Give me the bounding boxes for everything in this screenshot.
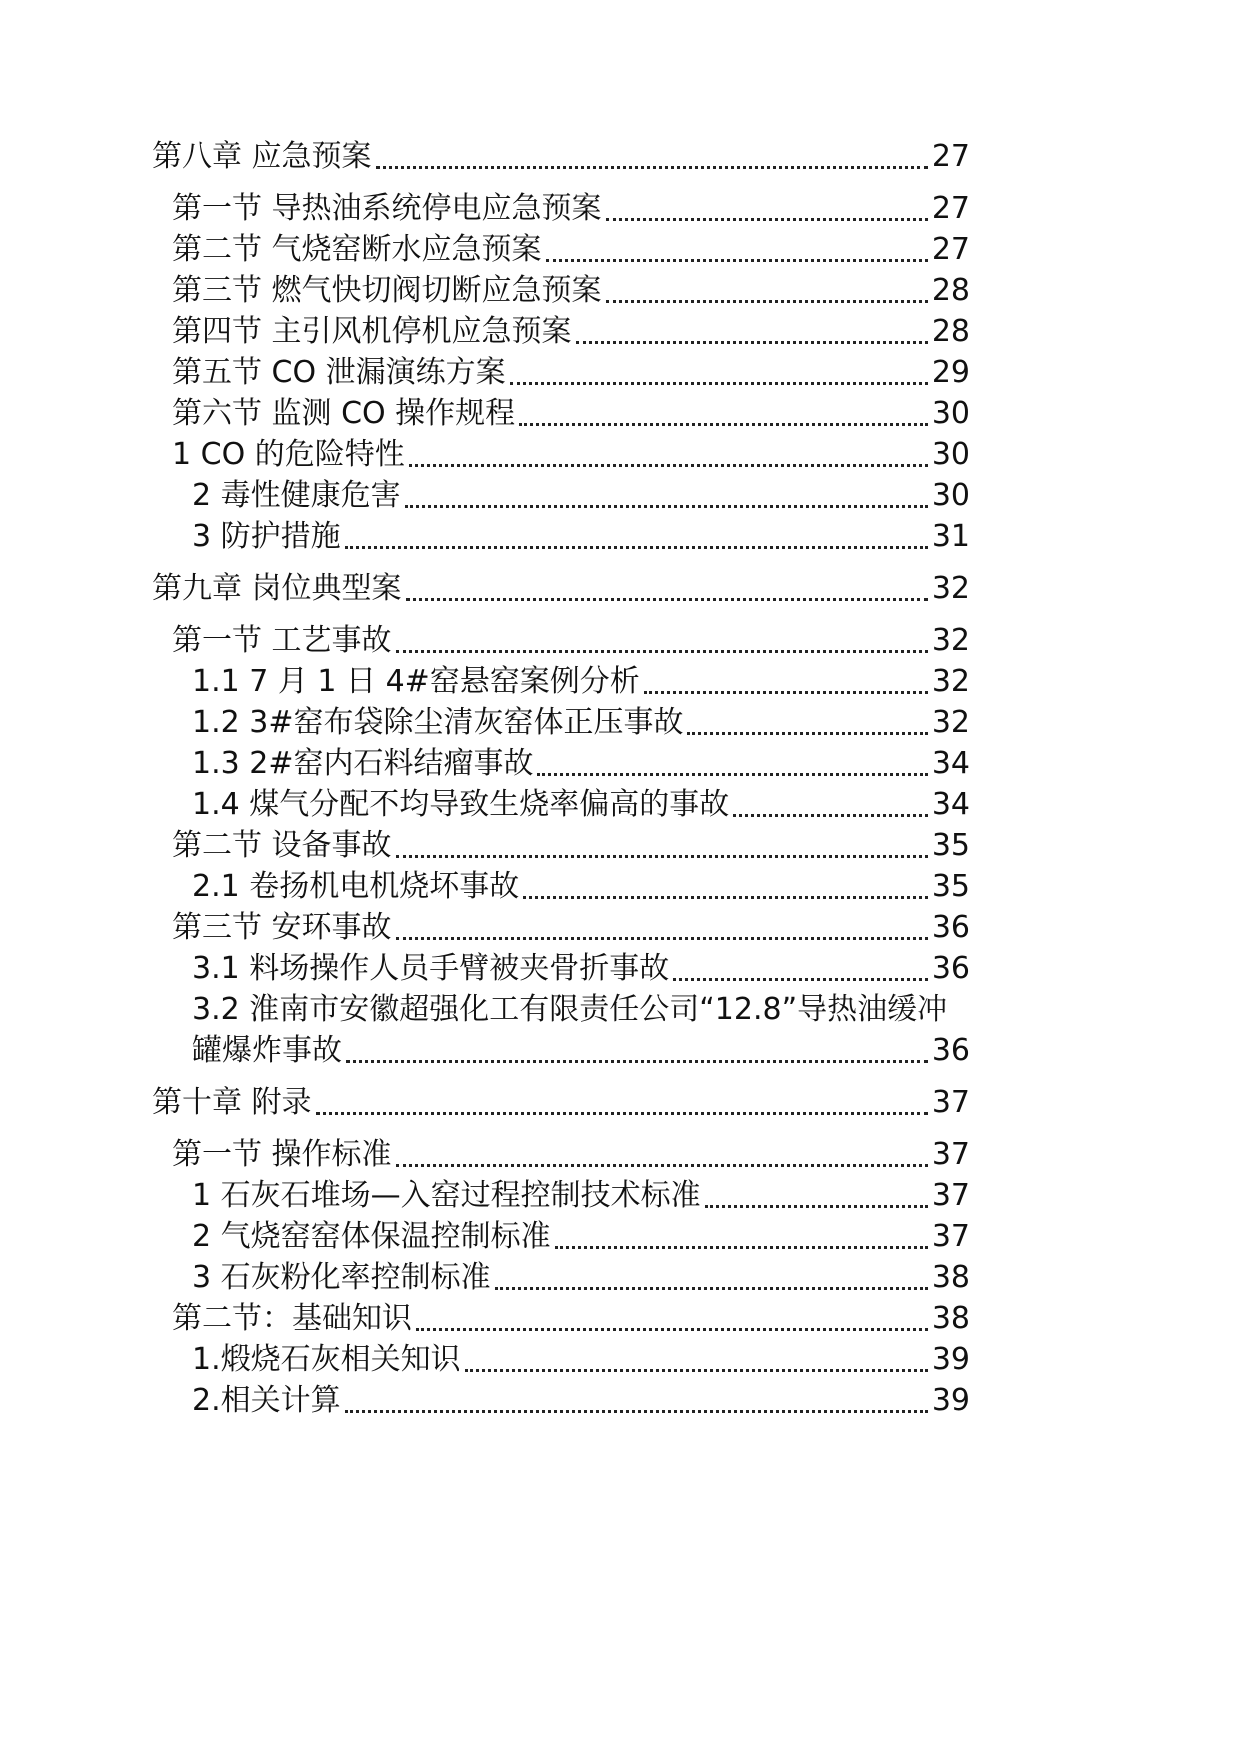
toc-entry-subsection[interactable] xyxy=(192,700,970,746)
toc-entry-subsection[interactable] xyxy=(192,659,970,705)
toc-entry-chapter[interactable] xyxy=(152,566,970,612)
toc-entry-page: 30 xyxy=(931,437,970,472)
toc-entry-title: 第三节 安环事故 xyxy=(172,910,392,945)
toc-entry-page: 32 xyxy=(931,705,970,740)
toc-entry-title: 第二节 设备事故 xyxy=(172,828,392,863)
toc-leader-dots xyxy=(316,1104,928,1115)
toc-entry-title: 3 石灰粉化率控制标准 xyxy=(192,1260,491,1295)
toc-leader-dots xyxy=(546,251,928,262)
toc-entry-page: 31 xyxy=(931,519,970,554)
toc-entry-section[interactable] xyxy=(172,1132,970,1178)
toc-entry-page: 37 xyxy=(931,1178,970,1213)
toc-entry-title: 第六节 监测 CO 操作规程 xyxy=(172,396,516,431)
toc-entry-page: 36 xyxy=(931,951,970,986)
toc-entry-title: 2.相关计算 xyxy=(192,1383,341,1418)
toc-leader-dots xyxy=(555,1238,928,1249)
toc-entry-section[interactable] xyxy=(172,309,970,355)
toc-entry-section[interactable] xyxy=(172,227,970,273)
toc-entry-title: 第三节 燃气快切阀切断应急预案 xyxy=(172,273,602,308)
toc-entry-section[interactable] xyxy=(172,823,970,869)
toc-leader-dots xyxy=(396,929,928,940)
toc-entry-title: 第九章 岗位典型案 xyxy=(152,571,402,606)
toc-leader-dots xyxy=(523,888,928,899)
toc-leader-dots xyxy=(396,1156,928,1167)
toc-entry-title: 2 气烧窑窑体保温控制标准 xyxy=(192,1219,551,1254)
toc-entry-title: 第一节 导热油系统停电应急预案 xyxy=(172,191,602,226)
toc-entry-page: 28 xyxy=(931,273,970,308)
toc-leader-dots xyxy=(409,456,928,467)
toc-entry-section[interactable] xyxy=(172,905,970,951)
toc-entry-wrapped-title[interactable]: 3.2 淮南市安徽超强化工有限责任公司“12.8”导热油缓冲 xyxy=(192,992,948,1027)
toc-leader-dots xyxy=(519,415,928,426)
toc-entry-title: 2 毒性健康危害 xyxy=(192,478,401,513)
toc-entry-page: 34 xyxy=(931,746,970,781)
toc-entry-subsection[interactable] xyxy=(192,1378,970,1424)
toc-entry-title: 2.1 卷扬机电机烧坏事故 xyxy=(192,869,520,904)
toc-leader-dots xyxy=(396,642,928,653)
toc-entry-title: 1.煅烧石灰相关知识 xyxy=(192,1342,461,1377)
toc-entry-page: 35 xyxy=(931,828,970,863)
toc-entry-section[interactable] xyxy=(172,350,970,396)
toc-entry-subsection[interactable] xyxy=(192,1173,970,1219)
toc-entry-page: 32 xyxy=(931,623,970,658)
toc-leader-dots xyxy=(705,1197,928,1208)
toc-entry-subsection[interactable] xyxy=(192,1337,970,1383)
toc-entry-page: 39 xyxy=(931,1383,970,1418)
toc-entry-title: 1.3 2#窑内石料结瘤事故 xyxy=(192,746,534,781)
toc-entry-page: 30 xyxy=(931,396,970,431)
toc-entry-page: 39 xyxy=(931,1342,970,1377)
toc-leader-dots xyxy=(733,806,928,817)
toc-entry-title: 第一节 工艺事故 xyxy=(172,623,392,658)
toc-leader-dots xyxy=(606,292,928,303)
toc-leader-dots xyxy=(495,1279,928,1290)
toc-entry-page: 32 xyxy=(931,664,970,699)
toc-entry-page: 38 xyxy=(931,1301,970,1336)
toc-entry-title: 第二节：基础知识 xyxy=(172,1301,412,1336)
toc-entry-subsection[interactable] xyxy=(192,1214,970,1260)
toc-entry-subsection[interactable] xyxy=(192,864,970,910)
toc-entry-subsection[interactable] xyxy=(192,741,970,787)
toc-entry-subsection[interactable] xyxy=(192,782,970,828)
toc-entry-page: 37 xyxy=(931,1137,970,1172)
toc-entry-page: 28 xyxy=(931,314,970,349)
toc-entry-subsection[interactable] xyxy=(192,514,970,560)
toc-entry-chapter[interactable] xyxy=(152,134,970,180)
toc-entry-subsection[interactable] xyxy=(172,432,970,478)
toc-entry-page: 32 xyxy=(931,571,970,606)
toc-entry-subsection[interactable] xyxy=(192,1255,970,1301)
toc-entry-title: 罐爆炸事故 xyxy=(192,1033,342,1068)
toc-entry-title: 1 CO 的危险特性 xyxy=(172,437,405,472)
toc-entry-title: 1.2 3#窑布袋除尘清灰窑体正压事故 xyxy=(192,705,684,740)
toc-entry-title: 3 防护措施 xyxy=(192,519,341,554)
toc-entry-page: 37 xyxy=(931,1219,970,1254)
toc-entry-section[interactable] xyxy=(172,268,970,314)
toc-entry-page: 27 xyxy=(931,191,970,226)
toc-leader-dots xyxy=(406,590,928,601)
toc-entry-title: 第二节 气烧窑断水应急预案 xyxy=(172,232,542,267)
toc-leader-dots xyxy=(345,1402,928,1413)
toc-entry-title: 第四节 主引风机停机应急预案 xyxy=(172,314,572,349)
toc-entry-title: 3.1 料场操作人员手臂被夹骨折事故 xyxy=(192,951,670,986)
toc-entry-title: 1 石灰石堆场—入窑过程控制技术标准 xyxy=(192,1178,701,1213)
toc-entry-title: 第五节 CO 泄漏演练方案 xyxy=(172,355,506,390)
toc-entry-title: 1.1 7 月 1 日 4#窑悬窑案例分析 xyxy=(192,664,640,699)
toc-entry-title: 第十章 附录 xyxy=(152,1085,312,1120)
toc-entry-page: 36 xyxy=(931,910,970,945)
toc-leader-dots xyxy=(416,1320,928,1331)
toc-leader-dots xyxy=(396,847,928,858)
toc-entry-subsection[interactable] xyxy=(192,946,970,992)
toc-leader-dots xyxy=(346,1052,928,1063)
toc-entry-page: 38 xyxy=(931,1260,970,1295)
toc-entry-subsection[interactable] xyxy=(192,473,970,519)
toc-entry-page: 29 xyxy=(931,355,970,390)
toc-entry-subsection[interactable] xyxy=(192,1028,970,1074)
toc-entry-page: 30 xyxy=(931,478,970,513)
toc-leader-dots xyxy=(606,210,928,221)
toc-leader-dots xyxy=(345,538,928,549)
toc-entry-page: 35 xyxy=(931,869,970,904)
toc-leader-dots xyxy=(376,158,928,169)
toc-leader-dots xyxy=(510,374,928,385)
toc-entry-section[interactable] xyxy=(172,391,970,437)
toc-leader-dots xyxy=(687,724,927,735)
toc-leader-dots xyxy=(405,497,928,508)
toc-entry-title: 第八章 应急预案 xyxy=(152,139,372,174)
toc-entry-title: 第一节 操作标准 xyxy=(172,1137,392,1172)
toc-entry-section[interactable] xyxy=(172,186,970,232)
toc-leader-dots xyxy=(576,333,928,344)
toc-entry-chapter[interactable] xyxy=(152,1080,970,1126)
toc-leader-dots xyxy=(465,1361,928,1372)
toc-entry-title: 1.4 煤气分配不均导致生烧率偏高的事故 xyxy=(192,787,730,822)
toc-leader-dots xyxy=(673,970,928,981)
toc-entry-page: 37 xyxy=(931,1085,970,1120)
toc-entry-page: 27 xyxy=(931,232,970,267)
toc-entry-page: 34 xyxy=(931,787,970,822)
toc-entry-section[interactable] xyxy=(172,1296,970,1342)
toc-leader-dots xyxy=(537,765,927,776)
toc-entry-page: 36 xyxy=(931,1033,970,1068)
toc-entry-page: 27 xyxy=(931,139,970,174)
toc-leader-dots xyxy=(644,683,928,694)
toc-entry-section[interactable] xyxy=(172,618,970,664)
